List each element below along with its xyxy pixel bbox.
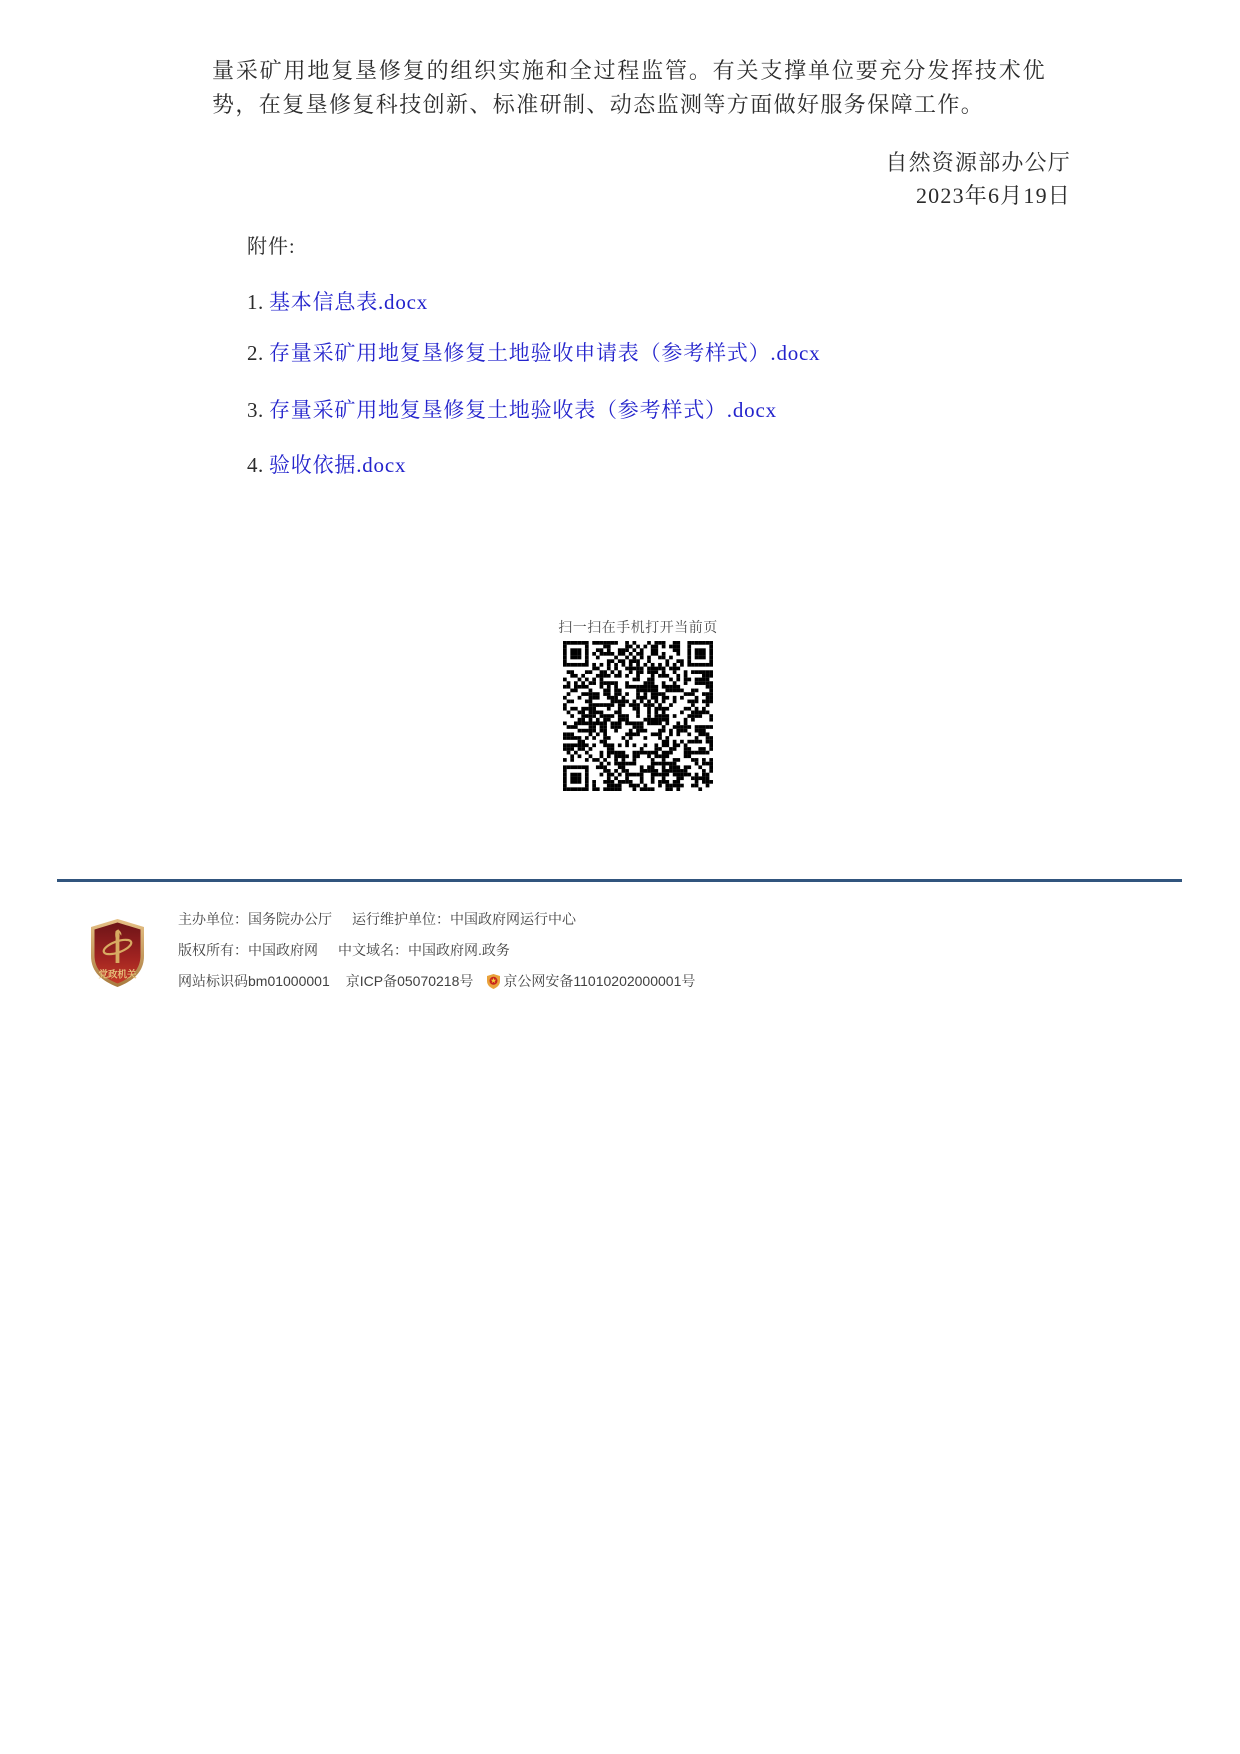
footer-cn-domain: 中文域名：中国政府网.政务 (338, 942, 510, 958)
attachment-link-acceptance-basis[interactable]: 验收依据.docx (269, 453, 407, 477)
attachment-item (247, 338, 820, 368)
signer-name: 自然资源部办公厅 (885, 150, 1071, 175)
footer-line-2 (178, 940, 510, 960)
attachment-number: 4. (247, 453, 264, 477)
qr-caption: 扫一扫在手机打开当前页 (558, 621, 718, 636)
attachment-number: 2. (247, 341, 264, 365)
party-gov-shield-icon (88, 918, 147, 988)
logo-text: 党政机关 (98, 969, 137, 981)
document-paragraph: 量采矿用地复垦修复的组织实施和全过程监管。有关支撑单位要充分发挥技术优势，在复垦修复科技创新、标准研制、动态监测等方面做好服务保障工作。 (212, 58, 1046, 117)
signature-block (885, 146, 1071, 212)
attachment-item (247, 395, 777, 425)
footer-icp-link[interactable]: 京ICP备05070218号 (345, 973, 474, 989)
qr-code (563, 641, 713, 791)
footer-copyright: 版权所有：中国政府网 (178, 942, 318, 958)
footer-organizer: 主办单位：国务院办公厅 (178, 911, 332, 927)
footer-line-1 (178, 909, 576, 929)
attachment-link-basic-info[interactable]: 基本信息表.docx (269, 290, 429, 314)
attachment-number: 3. (247, 398, 264, 422)
attachment-link-acceptance-form[interactable]: 存量采矿用地复垦修复土地验收表（参考样式）.docx (269, 398, 777, 422)
attachment-number: 1. (247, 290, 264, 314)
footer-line-3 (178, 971, 695, 991)
attachments-label: 附件: (247, 236, 296, 258)
attachment-item (247, 287, 428, 317)
footer-police-link[interactable]: 京公网安备11010202000001号 (503, 973, 696, 989)
attachment-link-application-form[interactable]: 存量采矿用地复垦修复土地验收申请表（参考样式）.docx (269, 341, 821, 365)
attachment-item (247, 450, 406, 480)
footer-maintainer: 运行维护单位：中国政府网运行中心 (352, 911, 576, 927)
gov-logo[interactable] (88, 918, 147, 988)
document-date: 2023年6月19日 (915, 183, 1071, 208)
footer-divider (57, 879, 1182, 882)
police-badge-icon (487, 974, 500, 989)
footer-site-code: 网站标识码bm01000001 (178, 973, 330, 989)
